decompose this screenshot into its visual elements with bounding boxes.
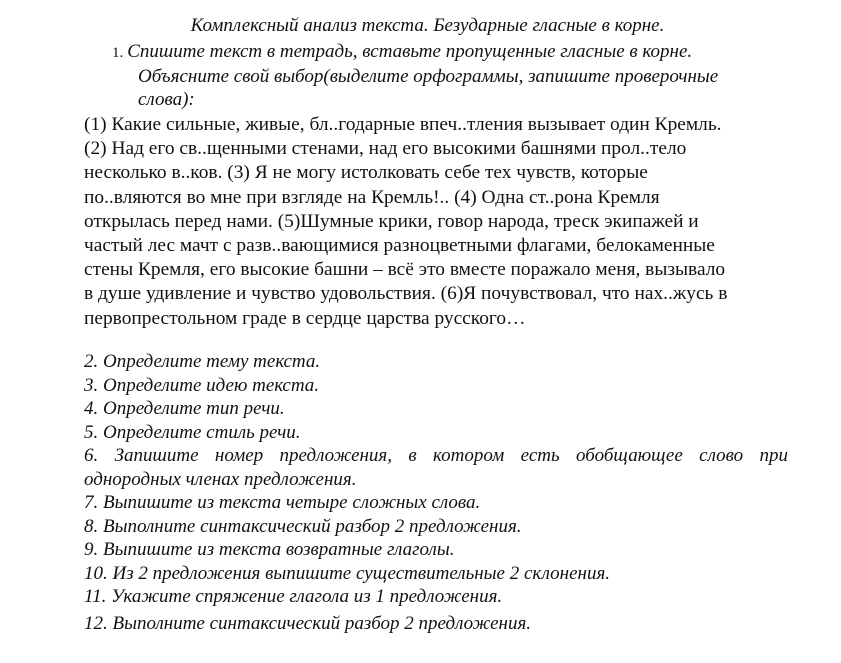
question-item: 4. Определите тип речи. <box>84 398 285 419</box>
question-item: 2. Определите тему текста. <box>84 351 321 372</box>
text-line: стены Кремля, его высокие башни – всё это вместе поражало меня, вызывало <box>84 259 726 281</box>
question-item: 12. Выполните синтаксический разбор 2 предложения. <box>84 612 532 634</box>
question-item: 8. Выполните синтаксический разбор 2 предложения. <box>84 515 522 537</box>
question-item: 3. Определите идею текста. <box>84 374 320 396</box>
text-line: первопрестольном граде в сердце царства русского… <box>84 307 526 329</box>
task-1-line-2: Объясните свой выбор(выделите орфограммы, запишите проверочные <box>138 66 719 87</box>
text-line: открылась перед нами. (5)Шумные крики, говор народа, треск экипажей и <box>84 210 699 232</box>
question-item: 10. Из 2 предложения выпишите существительные 2 склонения. <box>84 562 611 584</box>
text-line: частый лес мачт с разв..вающимися разноцветными флагами, белокаменные <box>84 235 715 257</box>
question-item: 5. Определите стиль речи. <box>84 421 301 443</box>
text-line: несколько в..ков. (3) Я не могу истолковать себе тех чувств, которые <box>84 162 648 184</box>
question-item: 6. Запишите номер предложения, в котором есть обобщающее слово при <box>84 445 788 466</box>
text-line: по..вляются во мне при взгляде на Кремль!.. (4) Одна ст..рона Кремля <box>84 186 660 208</box>
question-item: однородных членах предложения. <box>84 468 357 490</box>
question-item: 11. Укажите спряжение глагола из 1 предложения. <box>84 586 503 607</box>
task-1-line-3: слова): <box>138 89 195 110</box>
task-1-number: 1. <box>112 45 124 61</box>
exercise-text <box>84 113 784 331</box>
worksheet-title: Комплексный анализ текста. Безударные гласные в корне. <box>190 15 665 36</box>
text-line: в душе удивление и чувство удовольствия. (6)Я почувствовал, что нах..жусь в <box>84 283 728 305</box>
text-line: (2) Над его св..щенными стенами, над его высокими башнями прол..тело <box>84 138 687 160</box>
text-line: (1) Какие сильные, живые, бл..годарные впеч..тления вызывает один Кремль. <box>84 114 722 135</box>
questions-list <box>84 350 788 635</box>
task-1-line-1: Спишите текст в тетрадь, вставьте пропущенные гласные в корне. <box>127 41 693 62</box>
question-item: 7. Выпишите из текста четыре сложных слова. <box>84 492 481 513</box>
question-item: 9. Выпишите из текста возвратные глаголы. <box>84 539 455 560</box>
task-1-instruction <box>112 40 792 111</box>
